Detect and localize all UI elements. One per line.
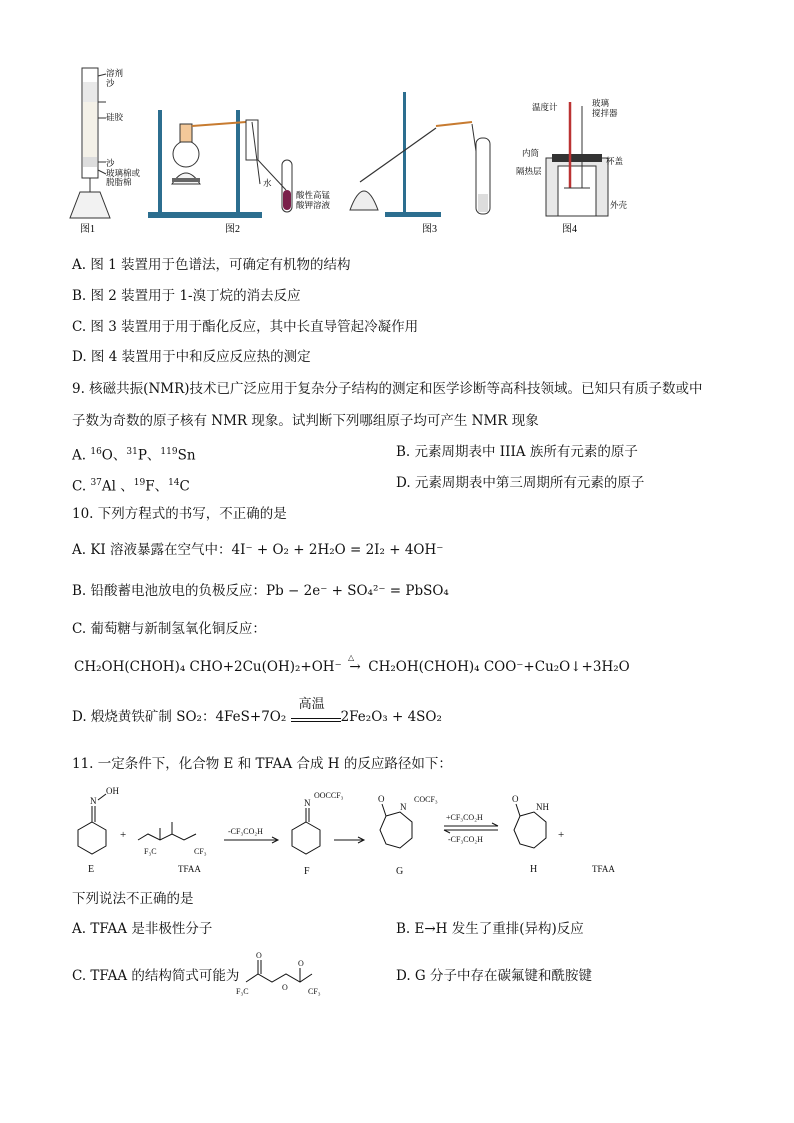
label-h: H [530,864,538,875]
fig4-label-stirrer: 搅拌器 [592,108,618,118]
fig1-label-sand-bottom: 沙 [106,158,115,168]
g-n: N [400,802,407,812]
q9-option-c: C. $^{37}$Al 、$^{19}$F、$^{14}$C [72,478,190,495]
h-o: O [512,794,519,804]
h-nh: NH [536,802,549,812]
fig1-caption: 图1 [80,224,95,235]
tfaa-cf3: CF₃ [194,847,207,856]
label-tfaa-product: TFAA [592,864,615,874]
plus-2: + [558,829,565,841]
e-oh: OH [106,786,119,796]
q9-option-b: B. 元素周期表中 IIIA 族所有元素的原子 [396,444,638,460]
f-ooccf3: OOCCF₃ [314,791,344,800]
fig4-label-inner: 内筒 [522,148,540,158]
fig2-apparatus [148,110,292,218]
fig2-label-kmno4-1: 酸性高锰 [296,190,331,200]
fig4-label-thermometer: 温度计 [532,102,558,112]
fig4-label-glass: 玻璃 [592,98,610,108]
q11-option-a: A. TFAA 是非极性分子 [72,921,213,937]
q11-stem: 11. 一定条件下，化合物 E 和 TFAA 合成 H 的反应路径如下： [72,756,452,772]
arrow1-condition: -CF₃CO₂H [228,827,263,836]
q10-stem: 10. 下列方程式的书写，不正确的是 [72,506,287,522]
q8-option-a: A. 图 1 装置用于色谱法，可确定有机物的结构 [72,257,351,273]
apparatus-figures [60,62,660,242]
fig4-label-lid: 杯盖 [606,156,624,166]
q10-option-a: A. KI 溶液暴露在空气中：4I⁻ + O₂ + 2H₂O = 2I₂ + 4OH⁻ [72,542,444,558]
q10-option-b: B. 铅酸蓄电池放电的负极反应：Pb − 2e⁻ + SO₄²⁻ = PbSO₄ [72,583,449,599]
c-struct-cf3: CF₃ [308,987,321,996]
g-cocf3: COCF₃ [414,795,438,804]
q11-option-d: D. G 分子中存在碳氟键和酰胺键 [396,968,593,984]
q9-stem-line1: 9. 核磁共振(NMR)技术已广泛应用于复杂分子结构的测定和医学诊断等高科技领域。已知只有质子数或中 [72,381,703,397]
label-e: E [88,864,95,875]
arrow3-top: +CF₃CO₂H [446,813,483,822]
fig3-caption: 图3 [422,224,437,235]
svg-text:N: N [90,796,97,806]
fig1-label-cotton: 脱脂棉 [106,177,132,187]
fig2-caption: 图2 [225,224,240,235]
label-tfaa: TFAA [178,864,201,874]
c-struct-o3: O [298,959,304,968]
tfaa-skeleton [138,834,196,840]
compound-h-ring [514,812,546,848]
q10-option-d: D. 煅烧黄铁矿制 SO₂：4FeS+7O₂ 高温 2Fe₂O₃ + 4SO₂ [72,696,442,725]
fig4-caption: 图4 [562,224,577,235]
q11-reaction-scheme [68,782,648,882]
arrow3-bottom: -CF₃CO₂H [448,835,483,844]
q10-option-c-equation: CH₂OH(CHOH)₄ CHO+2Cu(OH)₂+OH⁻ △ → CH₂OH(CHOH)₄ COO⁻+Cu₂O↓+3H₂O [74,653,630,675]
c-struct-f3c: F₃C [236,987,249,996]
fig4-calorimeter [546,102,608,216]
q9-option-d: D. 元素周期表中第三周期所有元素的原子 [396,475,645,491]
fig4-label-insulation: 隔热层 [516,166,542,176]
q8-option-b: B. 图 2 装置用于 1-溴丁烷的消去反应 [72,288,301,304]
c-struct-o2: O [282,983,288,992]
q11-option-b: B. E→H 发生了重排(异构)反应 [396,921,584,937]
fig2-label-kmno4-2: 酸钾溶液 [296,200,331,210]
q11-option-c: C. TFAA 的结构简式可能为 [72,968,240,984]
q9-option-a: A. $^{16}$O、$^{31}$P、$^{119}$Sn [72,447,196,464]
g-o: O [378,794,385,804]
fig1-column [70,68,110,218]
label-g: G [396,866,404,877]
tfaa-f3c: F₃C [144,847,157,856]
compound-e-ring [78,822,106,854]
fig1-label-sand-top: 沙 [106,78,115,88]
compound-g-ring [380,812,412,848]
plus-1: + [120,829,127,841]
f-n: N [304,798,311,808]
q8-option-c: C. 图 3 装置用于用于酯化反应，其中长直导管起冷凝作用 [72,319,419,335]
fig4-label-shell: 外壳 [610,200,628,210]
q10-option-c-label: C. 葡萄糖与新制氢氧化铜反应： [72,621,266,637]
fig1-label-glasswool: 玻璃棉或 [106,168,141,178]
q11-question: 下列说法不正确的是 [72,891,194,907]
fig1-label-silica: 硅胶 [106,112,124,122]
label-f: F [304,866,310,877]
q11-option-c-structure [232,948,342,998]
fig1-label-solvent: 溶剂 [106,68,124,78]
c-struct-o1: O [256,951,262,960]
fig2-label-water: 水 [263,178,272,188]
compound-f-ring [292,822,320,854]
q9-stem-line2: 子数为奇数的原子核有 NMR 现象。试判断下列哪组原子均可产生 NMR 现象 [72,413,539,429]
q8-option-d: D. 图 4 装置用于中和反应反应热的测定 [72,349,311,365]
fig3-apparatus [350,92,490,217]
